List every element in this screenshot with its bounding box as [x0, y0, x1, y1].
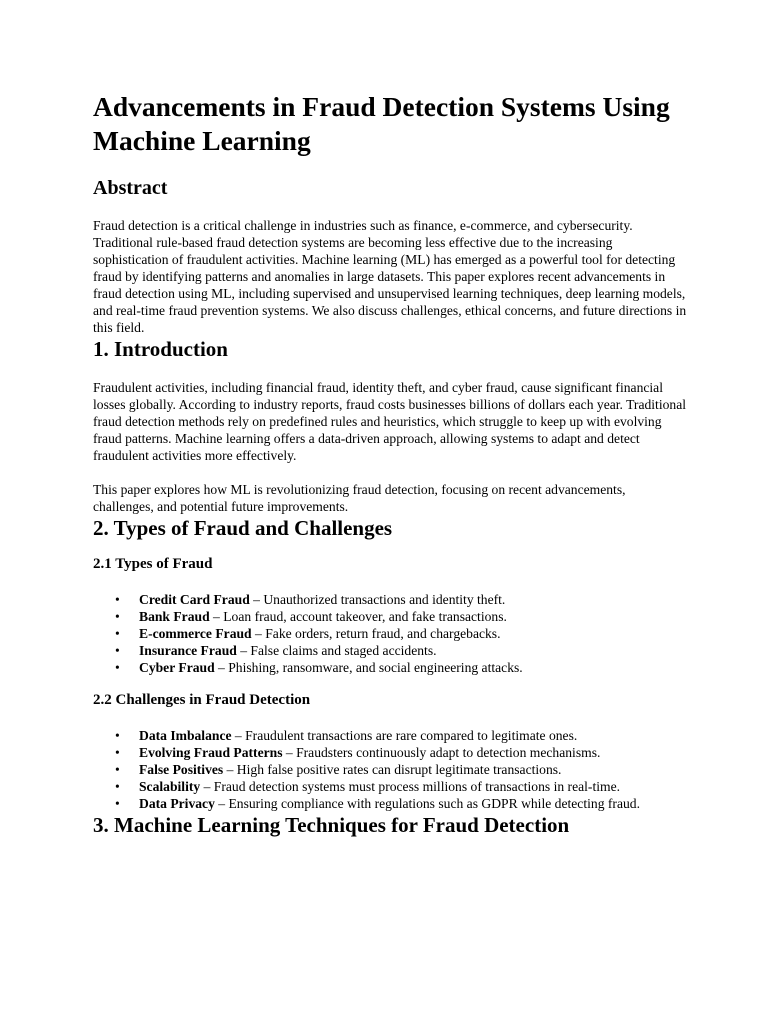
list-item-description: – Unauthorized transactions and identity theft.	[249, 592, 506, 607]
abstract-heading: Abstract	[93, 177, 168, 199]
list-item-description: – Fraudsters continuously adapt to detection mechanisms.	[282, 745, 601, 760]
list-item	[139, 608, 688, 625]
list-item-description: – High false positive rates can disrupt legitimate transactions.	[223, 762, 562, 777]
list-item	[139, 795, 688, 812]
ml-techniques-heading: 3. Machine Learning Techniques for Fraud Detection	[93, 813, 570, 837]
introduction-paragraph-1: Fraudulent activities, including financial fraud, identity theft, and cyber fraud, cause significant financial losses globally. According to industry reports, fraud costs businesses billions of dollars each year. Traditional fraud detection methods rely on predefined rules and heuristics, which struggle to keep up with evolving fraud patterns. Machine learning offers a data-driven approach, allowing systems to adapt and detect fraudulent activities more effectively.	[93, 380, 687, 463]
list-item	[139, 659, 688, 676]
list-item	[139, 778, 688, 795]
list-item-term: Bank Fraud	[139, 609, 210, 624]
list-item-term: E-commerce Fraud	[139, 626, 252, 641]
list-item-description: – False claims and staged accidents.	[236, 643, 437, 658]
list-item-description: – Fraudulent transactions are rare compared to legitimate ones.	[231, 728, 578, 743]
challenges-list	[93, 727, 688, 812]
list-item	[139, 761, 688, 778]
list-item-term: Credit Card Fraud	[139, 592, 250, 607]
challenges-subheading: 2.2 Challenges in Fraud Detection	[93, 692, 311, 708]
list-item-term: Data Privacy	[139, 796, 215, 811]
list-item-description: – Loan fraud, account takeover, and fake transactions.	[209, 609, 507, 624]
list-item	[139, 642, 688, 659]
list-item-term: Evolving Fraud Patterns	[139, 745, 283, 760]
list-item-description: – Phishing, ransomware, and social engineering attacks.	[214, 660, 523, 675]
list-item	[139, 625, 688, 642]
list-item-description: – Fake orders, return fraud, and chargebacks.	[251, 626, 501, 641]
list-item-description: – Ensuring compliance with regulations such as GDPR while detecting fraud.	[214, 796, 640, 811]
list-item-term: Cyber Fraud	[139, 660, 215, 675]
list-item-description: – Fraud detection systems must process millions of transactions in real-time.	[200, 779, 621, 794]
list-item	[139, 744, 688, 761]
types-of-fraud-list	[93, 591, 688, 676]
types-of-fraud-subheading: 2.1 Types of Fraud	[93, 556, 213, 572]
types-and-challenges-heading: 2. Types of Fraud and Challenges	[93, 516, 393, 540]
introduction-paragraph-2: This paper explores how ML is revolutionizing fraud detection, focusing on recent advancements, challenges, and potential future improvements.	[93, 482, 626, 514]
list-item-term: Scalability	[139, 779, 201, 794]
list-item	[139, 591, 688, 608]
list-item-term: Insurance Fraud	[139, 643, 237, 658]
abstract-text: Fraud detection is a critical challenge in industries such as finance, e-commerce, and cybersecurity. Traditional rule-based fraud detection systems are becoming less effective due to the increasing sophistication of fraudulent activities. Machine learning (ML) has emerged as a powerful tool for detecting fraud by identifying patterns and anomalies in large datasets. This paper explores recent advancements in fraud detection using ML, including supervised and unsupervised learning techniques, deep learning models, and real-time fraud prevention systems. We also discuss challenges, ethical concerns, and future directions in this field.	[93, 218, 687, 335]
list-item-term: Data Imbalance	[139, 728, 232, 743]
introduction-heading: 1. Introduction	[93, 337, 228, 361]
list-item-term: False Positives	[139, 762, 224, 777]
document-title: Advancements in Fraud Detection Systems Using Machine Learning	[93, 91, 670, 156]
list-item	[139, 727, 688, 744]
